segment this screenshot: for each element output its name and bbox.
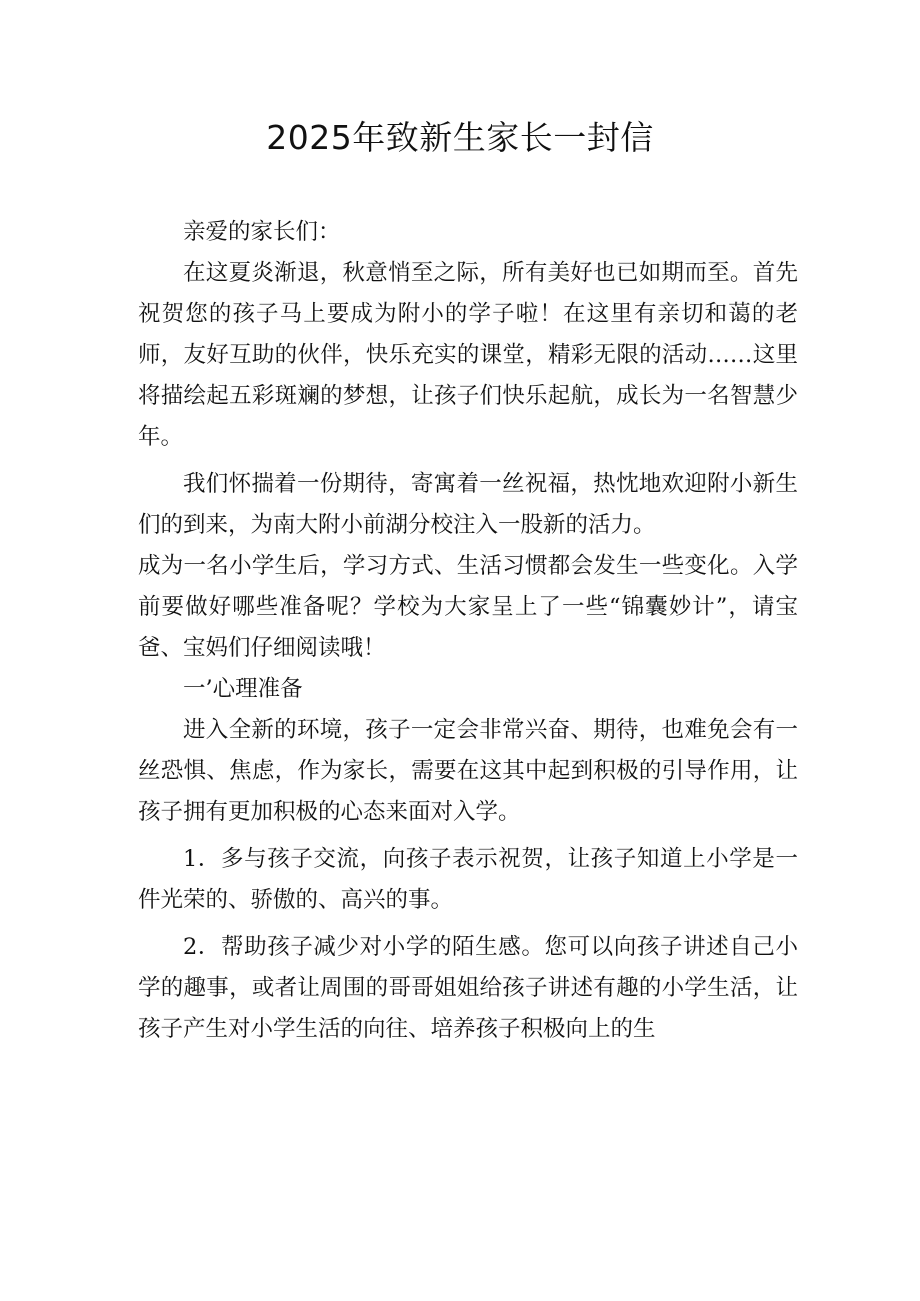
document-title: 2025年致新生家长一封信	[266, 118, 654, 157]
document-body	[138, 212, 798, 1050]
paragraph-preparation-intro: 成为一名小学生后，学习方式、生活习惯都会发生一些变化。入学前要做好哪些准备呢？学校为大家呈上了一些“锦囊妙计”，请宝爸、宝妈们仔细阅读哦！	[138, 553, 798, 661]
paragraph-expectation: 我们怀揣着一份期待，寄寓着一丝祝福，热忱地欢迎附小新生们的到来，为南大附小前湖分校注入一股新的活力。	[138, 471, 798, 538]
section-heading-psychological: 一’心理准备	[183, 676, 303, 702]
paragraph-psychological: 进入全新的环境，孩子一定会非常兴奋、期待，也难免会有一丝恐惧、焦虑，作为家长，需要在这其中起到积极的引导作用，让孩子拥有更加积极的心态来面对入学。	[138, 717, 798, 825]
paragraph-welcome: 在这夏炎渐退，秋意悄至之际，所有美好也已如期而至。首先祝贺您的孩子马上要成为附小的学子啦！在这里有亲切和蔼的老师，友好互助的伙伴，快乐充实的课堂，精彩无限的活动……这里将描绘起五彩斑斓的梦想，让孩子们快乐起航，成长为一名智慧少年。	[138, 260, 798, 450]
salutation: 亲爱的家长们：	[183, 219, 341, 245]
list-item-1: 1．多与孩子交流，向孩子表示祝贺，让孩子知道上小学是一件光荣的、骄傲的、高兴的事。	[138, 846, 798, 913]
list-item-2: 2．帮助孩子减少对小学的陌生感。您可以向孩子讲述自己小学的趣事，或者让周围的哥哥姐姐给孩子讲述有趣的小学生活，让孩子产生对小学生活的向往、培养孩子积极向上的生	[138, 934, 798, 1042]
